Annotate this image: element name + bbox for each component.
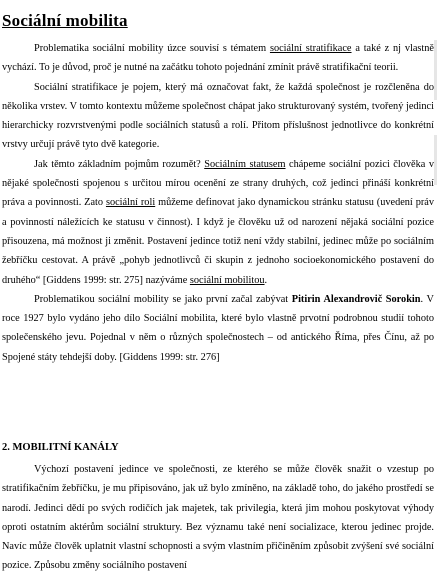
paragraph-1-text-b: a také z nj vlastně vychází. To je důvod, proč je nutné na začátku tohoto pojednání zmínit právě stratifikační teorii. xyxy=(2,43,434,74)
section-heading-mobility-channels: 2. MOBILITNÍ KANÁLY xyxy=(2,442,119,453)
paragraph-2-text: Sociální stratifikace je pojem, který má označovat fakt, že každá společnost je rozčleněna do několika vrstev. V tomto kontextu můžeme společnost chápat jako strukturovaný systém, tvořený jedinci hierarchicky rozvrstvenými podle sociálních statusů a rolí. Přitom příslušnost jednotlivce do konkrétní vrstvy určují právě tyto dvě kategorie. xyxy=(2,81,434,151)
term-social-status: Sociálním statusem xyxy=(204,158,286,170)
term-social-role: sociální roli xyxy=(105,197,156,209)
paragraph-4-text-a: Problematikou sociální mobility se jako první začal zabývat xyxy=(34,293,292,305)
paragraph-3-text-d: . xyxy=(264,274,268,286)
author-name-sorokin: Pitirin Alexandrovič Sorokin xyxy=(291,293,421,305)
paragraph-1 xyxy=(2,39,434,78)
paragraph-1-text-a: Problematika sociální mobility úzce souvisí s tématem xyxy=(34,43,270,54)
term-social-mobility: sociální mobilitou xyxy=(189,274,265,286)
paragraph-5 xyxy=(2,460,434,576)
document-title: Sociální mobilita xyxy=(2,11,128,30)
paragraph-4 xyxy=(2,290,434,367)
paragraph-4-text-b: . V roce 1927 bylo vydáno jeho dílo Sociální mobilita, které bylo vlastně prvotní podrobnou studií tohoto společenského jevu. Pojednal v něm o různých společnostech – od antického Říma, přes Čínu, až po Spojené státy tehdejší doby. [Giddens 1999: str. 276] xyxy=(2,293,434,363)
paragraph-3 xyxy=(2,155,434,290)
paragraph-3-text-a: Jak těmto základním pojmům rozumět? xyxy=(34,158,205,170)
section-1-body xyxy=(2,39,434,367)
paragraph-2 xyxy=(2,78,434,155)
paragraph-3-text-b: chápeme sociální pozici člověka v nějaké společnosti spojenou s určitou mírou ocenění ze strany druhých, což jedinci přináší konkrétní práva a povinnosti. Zato xyxy=(2,158,434,209)
paragraph-5-text: Výchozí postavení jedince ve společnosti, ze kterého se může člověk snažit o vzestup po stratifikačním žebříčku, je mu připisováno, jak už bylo zmíněno, na základě toho, do jakého prostředí se narodí. Jedinci dědí po svých rodičích jak majetek, tak privilegia, která jim mohou poskytovat výhody oproti ostatním aktérům sociální struktury. Bez významu také není socializace, kterou jedinec projde. Navíc může člověk uplatnit vlastní schopnosti a svým vlastním přičiněním způsobit zvýšení své sociální pozice. Způsobu změny sociálního postavení xyxy=(2,464,434,572)
section-2-body xyxy=(2,460,434,576)
term-social-stratification: sociální stratifikace xyxy=(269,43,352,54)
paragraph-3-text-c: můžeme definovat jako dynamickou stránku statusu (uvedení práv a povinností náležících ke statusu v činnost). I když je člověku už od narození nějaká sociální pozice přisouzena, má možnost ji změnit. Postavení jedince totiž není vždy stabilní, jedinec může po sociálním žebříčku cestovat. A právě „pohyb jednotlivců či skupin z jednoho socioekonomického postavení do druhého“ [Giddens 1999: str. 275] nazýváme xyxy=(2,197,434,286)
